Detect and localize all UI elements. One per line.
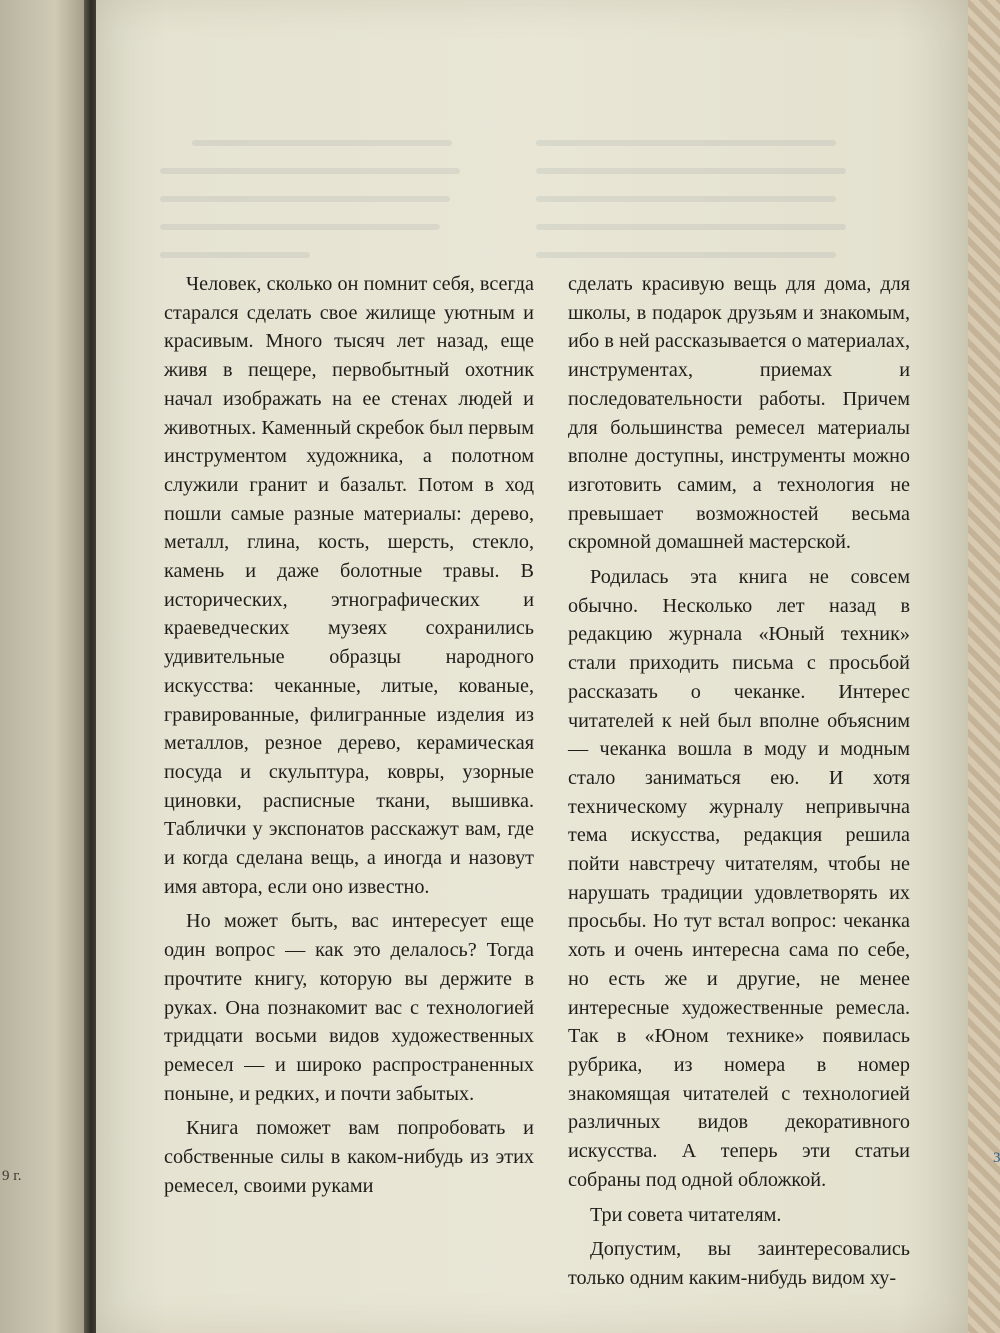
paragraph: Но может быть, вас интересует еще один вопрос — как это делалось? Тогда прочтите книгу, которую вы держите в руках. Она познакомит вас с технологией тридцати восьми видов художественных ремесел — и широко распространенных поныне, и редких, и почти забытых. (164, 910, 534, 1105)
bleed-through-line (536, 252, 836, 258)
bleed-through-line (160, 168, 460, 174)
bleed-through-line (192, 140, 452, 146)
page-number: 3 (993, 1150, 1000, 1166)
adjacent-page-edge-text: 9 г. (2, 1168, 22, 1184)
bleed-through-line (160, 252, 310, 258)
bleed-through-line (536, 168, 846, 174)
paragraph: Допустим, вы заинтересовались только одним каким-нибудь видом ху- (568, 1238, 910, 1289)
paragraph: сделать красивую вещь для дома, для школы, в подарок друзьям и знакомым, ибо в ней рассказывается о материалах, инструментах, приемах и последовательности работы. Причем для большинства ремесел материалы вполне доступны, инструменты можно изготовить самим, а технология не превышает возможностей весьма скромной домашней мастерской. (568, 273, 910, 554)
paragraph: Три совета читателям. (590, 1203, 782, 1226)
left-text-column (164, 270, 534, 1201)
paragraph: Человек, сколько он помнит себя, всегда старался сделать свое жилище уютным и красивым. Много тысяч лет назад, еще живя в пещере, первобытный охотник начал изображать на ее стенах людей и животных. Каменный скребок был первым инструментом художника, а полотном служили гранит и базальт. Потом в ход пошли самые разные материалы: дерево, металл, глина, кость, шерсть, стекло, камень и даже болотные травы. В исторических, этнографических и краеведческих музеях сохранились удивительные образцы народного искусства: чеканные, литые, кованые, гравированные, филигранные изделия из металлов, резное дерево, керамическая посуда и скульптура, ковры, узорные циновки, расписные ткани, вышивка. Таблички у экспонатов расскажут вам, где и когда сделана вещь, а иногда и назовут имя автора, если оно известно. (164, 273, 534, 898)
bleed-through-line (160, 224, 440, 230)
paragraph: Родилась эта книга не совсем обычно. Несколько лет назад в редакцию журнала «Юный техник» стали приходить письма с просьбой рассказать о чеканке. Интерес читателей к ней был вполне объясним — чеканка вошла в моду и модным стало заниматься ею. И хотя техническому журналу непривычна тема искусства, редакция решила пойти навстречу читателям, чтобы не нарушать традиции удовлетворять их просьбы. Но тут встал вопрос: чеканка хоть и очень интересна сама по себе, но есть же и другие, не менее интересные художественные ремесла. Так в «Юном технике» появилась рубрика, из номера в номер знакомящая читателей с технологией различных видов декоративного искусства. А теперь эти статьи собраны под одной обложкой. (568, 566, 910, 1191)
adjacent-page (0, 0, 92, 1333)
bleed-through-line (536, 196, 836, 202)
paragraph: Книга поможет вам попробовать и собственные силы в каком-нибудь из этих ремесел, своими руками (164, 1117, 534, 1197)
right-text-column (568, 270, 910, 1293)
bleed-through-line (536, 224, 846, 230)
bleed-through-line (160, 196, 450, 202)
bleed-through-line (536, 140, 836, 146)
